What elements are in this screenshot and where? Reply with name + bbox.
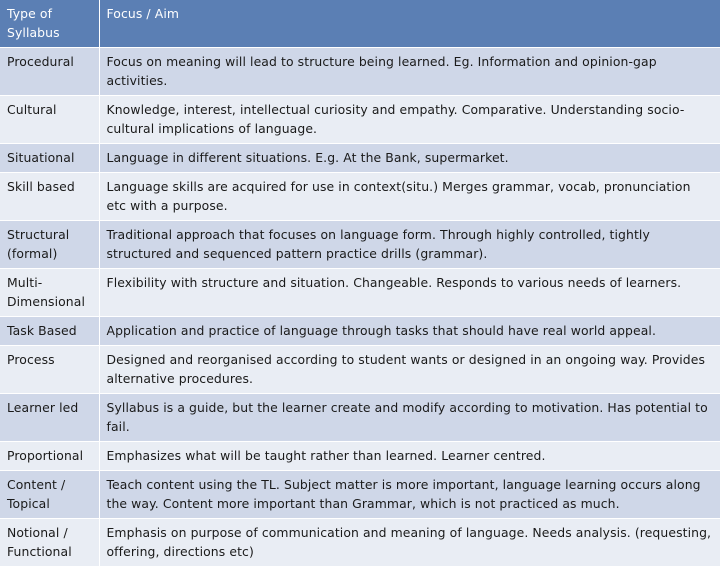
syllabus-type-cell: Cultural: [0, 96, 99, 144]
syllabus-type-cell: Skill based: [0, 173, 99, 221]
table-row: [0, 317, 720, 346]
syllabus-type-cell: Proportional: [0, 442, 99, 471]
table-row: [0, 221, 720, 269]
header-row: [0, 0, 720, 48]
syllabus-type-cell: Learner led: [0, 394, 99, 442]
focus-aim-cell: Traditional approach that focuses on language form. Through highly controlled, tightly structured and sequenced pattern practice drills (grammar).: [99, 221, 720, 269]
table-row: [0, 269, 720, 317]
focus-aim-cell: Focus on meaning will lead to structure being learned. Eg. Information and opinion-gap activities.: [99, 48, 720, 96]
table-row: [0, 346, 720, 394]
table-row: [0, 173, 720, 221]
syllabus-type-cell: Process: [0, 346, 99, 394]
focus-aim-cell: Knowledge, interest, intellectual curiosity and empathy. Comparative. Understanding socio-cultural implications of language.: [99, 96, 720, 144]
table-row: [0, 48, 720, 96]
focus-aim-cell: Teach content using the TL. Subject matter is more important, language learning occurs along the way. Content more important than Grammar, which is not practiced as much.: [99, 471, 720, 519]
syllabus-type-cell: Situational: [0, 144, 99, 173]
header-focus-aim: Focus / Aim: [99, 0, 720, 48]
header-type-of-syllabus: Type of Syllabus: [0, 0, 99, 48]
syllabus-type-cell: Task Based: [0, 317, 99, 346]
focus-aim-cell: Language in different situations. E.g. At the Bank, supermarket.: [99, 144, 720, 173]
focus-aim-cell: Language skills are acquired for use in context(situ.) Merges grammar, vocab, pronunciation etc with a purpose.: [99, 173, 720, 221]
focus-aim-cell: Flexibility with structure and situation. Changeable. Responds to various needs of learners.: [99, 269, 720, 317]
syllabus-type-cell: Notional / Functional: [0, 519, 99, 567]
focus-aim-cell: Emphasizes what will be taught rather than learned. Learner centred.: [99, 442, 720, 471]
syllabus-type-cell: Multi-Dimensional: [0, 269, 99, 317]
table-row: [0, 144, 720, 173]
syllabus-type-cell: Structural (formal): [0, 221, 99, 269]
focus-aim-cell: Syllabus is a guide, but the learner create and modify according to motivation. Has potential to fail.: [99, 394, 720, 442]
table-row: [0, 96, 720, 144]
table-row: [0, 519, 720, 567]
table-row: [0, 394, 720, 442]
focus-aim-cell: Emphasis on purpose of communication and meaning of language. Needs analysis. (requesting, offering, directions etc): [99, 519, 720, 567]
table-row: [0, 471, 720, 519]
syllabus-type-cell: Content / Topical: [0, 471, 99, 519]
table-row: [0, 442, 720, 471]
focus-aim-cell: Designed and reorganised according to student wants or designed in an ongoing way. Provides alternative procedures.: [99, 346, 720, 394]
syllabus-type-cell: Procedural: [0, 48, 99, 96]
focus-aim-cell: Application and practice of language through tasks that should have real world appeal.: [99, 317, 720, 346]
